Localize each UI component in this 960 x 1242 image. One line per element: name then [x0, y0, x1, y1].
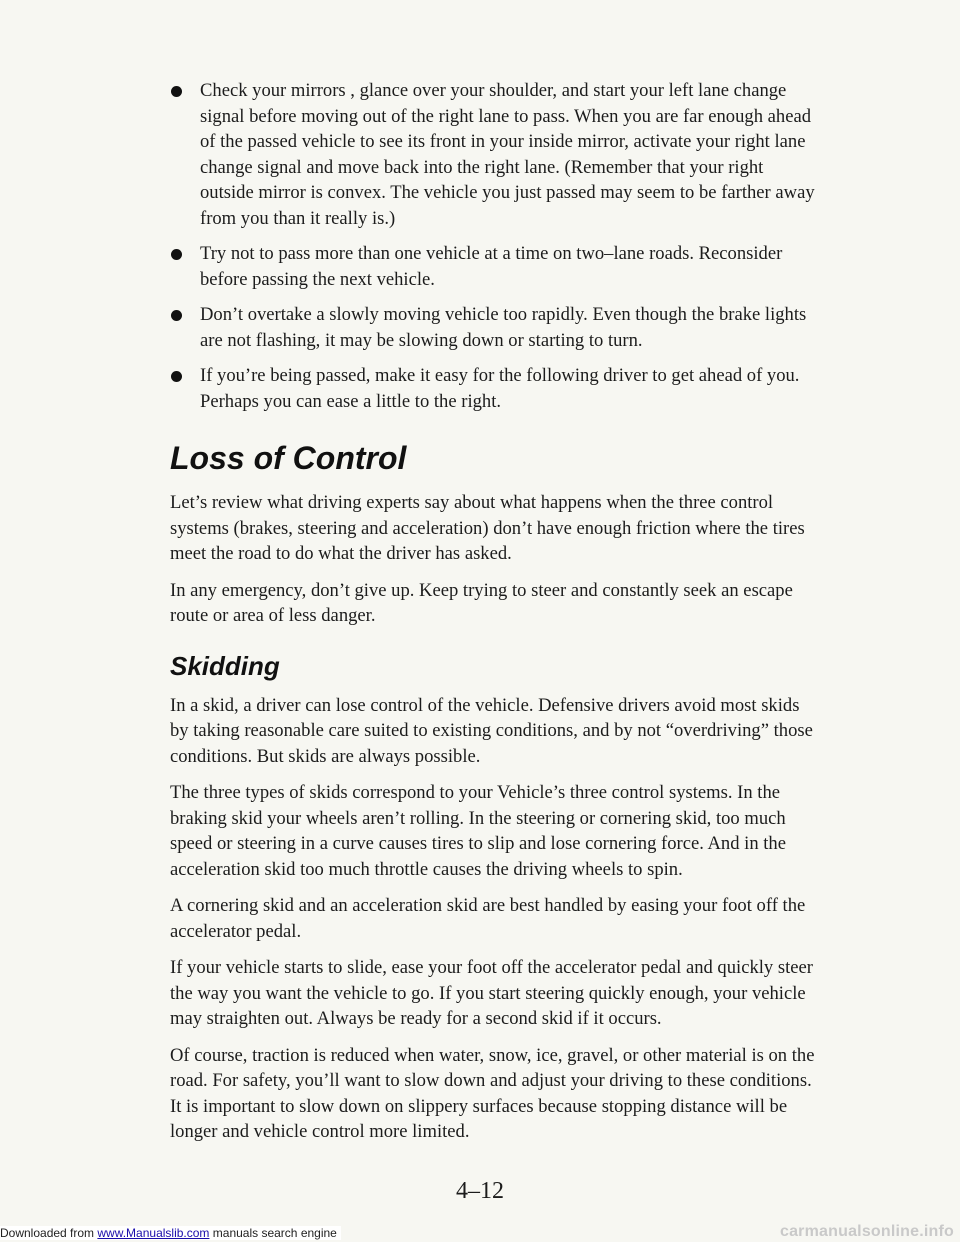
page-number: 4–12	[456, 1178, 504, 1204]
bullet-icon	[171, 371, 182, 382]
footer-prefix: Downloaded from	[0, 1226, 98, 1240]
manualslib-link[interactable]: www.Manualslib.com	[97, 1226, 210, 1240]
list-item	[170, 363, 820, 414]
list-item	[170, 241, 820, 292]
list-item-text: Try not to pass more than one vehicle at a time on two–lane roads. Reconsider before passing the next vehicle.	[200, 243, 783, 290]
paragraph: If your vehicle starts to slide, ease your foot off the accelerator pedal and quickly steer the way you want the vehicle to go. If you start steering quickly enough, your vehicle may straighten out. Always be ready for a second skid if it occurs.	[170, 957, 813, 1029]
list-item	[170, 302, 820, 353]
download-footer	[0, 1226, 341, 1240]
skidding-heading: Skidding	[170, 650, 280, 681]
list-item-text: If you’re being passed, make it easy for the following driver to get ahead of you. Perhaps you can ease a little to the right.	[200, 365, 800, 412]
paragraph: In any emergency, don’t give up. Keep trying to steer and constantly seek an escape route or area of less danger.	[170, 579, 793, 626]
paragraph: Of course, traction is reduced when water, snow, ice, gravel, or other material is on the road. For safety, you’ll want to slow down and adjust your driving to these conditions. It is important to slow down on slippery surfaces because stopping distance will be longer and vehicle control more limited.	[170, 1044, 815, 1142]
watermark: carmanualsonline.info	[779, 1223, 954, 1240]
passing-tips-list	[170, 78, 820, 414]
list-item-text: Don’t overtake a slowly moving vehicle too rapidly. Even though the brake lights are not flashing, it may be slowing down or starting to turn.	[200, 304, 807, 351]
list-item	[170, 78, 820, 231]
bullet-icon	[171, 310, 182, 321]
bullet-icon	[171, 86, 182, 97]
page-content	[170, 78, 820, 1156]
loss-of-control-heading: Loss of Control	[170, 440, 407, 476]
list-item-text: Check your mirrors , glance over your shoulder, and start your left lane change signal before moving out of the right lane to pass. When you are far enough ahead of the passed vehicle to see its front in your inside mirror, activate your right lane change signal and move back into the right lane. (Remember that your right outside mirror is convex. The vehicle you just passed may seem to be farther away from you than it really is.)	[200, 80, 815, 229]
paragraph: Let’s review what driving experts say about what happens when the three control systems (brakes, steering and acceleration) don’t have enough friction where the tires meet the road to do what the driver has asked.	[170, 492, 805, 564]
paragraph: The three types of skids correspond to your Vehicle’s three control systems. In the braking skid your wheels aren’t rolling. In the steering or cornering skid, too much speed or steering in a curve causes tires to slip and lose cornering force. And in the acceleration skid too much throttle causes the driving wheels to spin.	[170, 782, 786, 880]
bullet-icon	[171, 249, 182, 260]
paragraph: In a skid, a driver can lose control of the vehicle. Defensive drivers avoid most skids by taking reasonable care suited to existing conditions, and by not “overdriving” those conditions. But skids are always possible.	[170, 694, 813, 767]
footer-suffix: manuals search engine	[209, 1226, 337, 1240]
paragraph: A cornering skid and an acceleration skid are best handled by easing your foot off the accelerator pedal.	[170, 895, 806, 942]
